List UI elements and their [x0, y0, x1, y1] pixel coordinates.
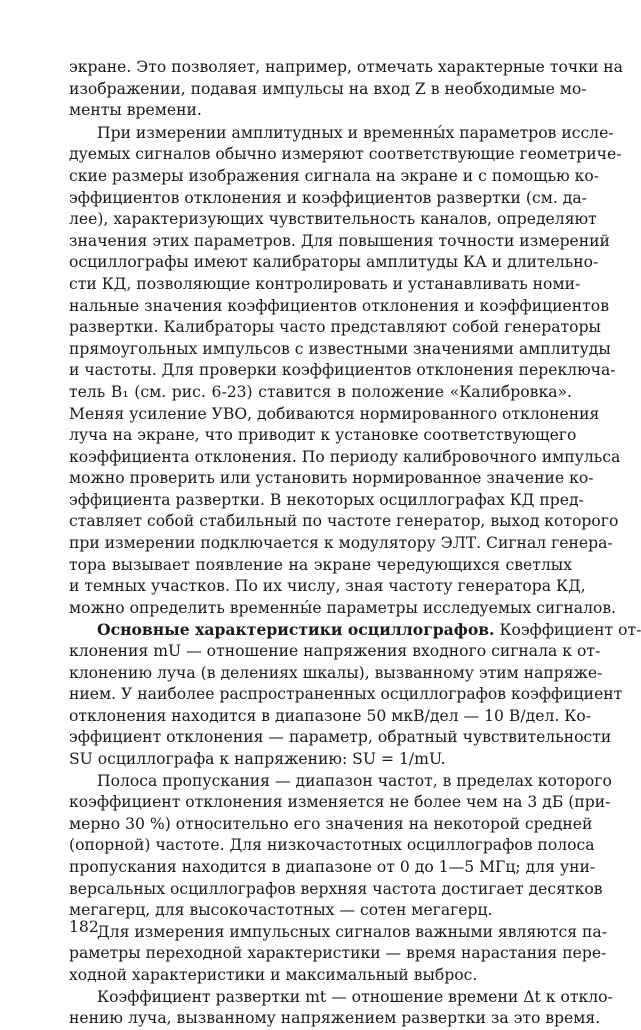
- text-line: и частоты. Для проверки коэффициентов отклонения переключа-: [69, 360, 572, 382]
- text-line: сти КД, позволяющие контролировать и устанавливать номи-: [69, 274, 572, 296]
- text-line: можно определить временны́е параметры исследуемых сигналов.: [69, 598, 572, 620]
- text-line: изображении, подавая импульсы на вход Z в необходимые мо-: [69, 79, 572, 101]
- text-line: [69, 619, 572, 641]
- text-line: клонению луча (в делениях шкалы), вызванному этим напряже-: [69, 663, 572, 685]
- text-line: раметры переходной характеристики — время нарастания пере-: [69, 943, 572, 965]
- section-heading: Основные характеристики осциллографов.: [97, 620, 495, 639]
- text-line: При измерении амплитудных и временны́х параметров иссле-: [69, 123, 572, 145]
- text-line: можно проверить или установить нормированное значение ко-: [69, 468, 572, 490]
- heading-continuation: Коэффициент от-: [495, 621, 641, 639]
- text-line: мегагерц, для высокочастотных — сотен мегагерц.: [69, 900, 572, 922]
- text-line: прямоугольных импульсов с известными значениями амплитуды: [69, 339, 572, 361]
- text-line: (опорной) частоте. Для низкочастотных осциллографов полоса: [69, 835, 572, 857]
- text-line: ские размеры изображения сигнала на экране и с помощью ко-: [69, 166, 572, 188]
- text-line: ставляет собой стабильный по частоте генератор, выход которого: [69, 511, 572, 533]
- text-line: луча на экране, что приводит к установке соответствующего: [69, 425, 572, 447]
- text-line: коэффициент отклонения изменяется не более чем на 3 дБ (при-: [69, 792, 572, 814]
- paragraph-2: [69, 123, 572, 620]
- text-line: осциллографы имеют калибраторы амплитуды КА и длительно-: [69, 252, 572, 274]
- text-line: лее), характеризующих чувствительность каналов, определяют: [69, 209, 572, 231]
- paragraph-3: [69, 619, 572, 770]
- text-line: Полоса пропускания — диапазон частот, в пределах которого: [69, 771, 572, 793]
- text-line: ходной характеристики и максимальный выброс.: [69, 965, 572, 987]
- text-line: нальные значения коэффициентов отклонения и коэффициентов: [69, 296, 572, 318]
- text-line: версальных осциллографов верхняя частота достигает десятков: [69, 879, 572, 901]
- page-number: 182: [69, 918, 99, 936]
- paragraph-5: [69, 922, 572, 987]
- text-line: клонения mU — отношение напряжения входного сигнала к от-: [69, 641, 572, 663]
- text-line: мерно 30 %) относительно его значения на некоторой средней: [69, 814, 572, 836]
- text-line: Меняя усиление УВО, добиваются нормированного отклонения: [69, 404, 572, 426]
- text-line: SU осциллографа к напряжению: SU = 1/mU.: [69, 749, 572, 771]
- paragraph-6: [69, 987, 572, 1030]
- paragraph-4: [69, 771, 572, 922]
- text-line: значения этих параметров. Для повышения точности измерений: [69, 231, 572, 253]
- text-line: коэффициента отклонения. По периоду калибровочного импульса: [69, 447, 572, 469]
- text-line: эффициента развертки. В некоторых осциллографах КД пред-: [69, 490, 572, 512]
- text-line: эффициент отклонения — параметр, обратный чувствительности: [69, 727, 572, 749]
- text-line: тель B₁ (см. рис. 6-23) ставится в положение «Калибровка».: [69, 382, 572, 404]
- text-line: развертки. Калибраторы часто представляют собой генераторы: [69, 317, 572, 339]
- text-line: Для измерения импульсных сигналов важными являются па-: [69, 922, 572, 944]
- text-line: Коэффициент развертки mt — отношение времени Δt к откло-: [69, 987, 572, 1009]
- text-line: нению луча, вызванному напряжением развертки за это время.: [69, 1008, 572, 1030]
- text-line: нием. У наиболее распространенных осциллографов коэффициент: [69, 684, 572, 706]
- text-line: и темных участков. По их числу, зная частоту генератора КД,: [69, 576, 572, 598]
- text-line: отклонения находится в диапазоне 50 мкВ/дел — 10 В/дел. Ко-: [69, 706, 572, 728]
- text-line: при измерении подключается к модулятору ЭЛТ. Сигнал генера-: [69, 533, 572, 555]
- text-line: эффициентов отклонения и коэффициентов развертки (см. да-: [69, 188, 572, 210]
- text-line: тора вызывает появление на экране чередующихся светлых: [69, 555, 572, 577]
- text-line: пропускания находится в диапазоне от 0 до 1—5 МГц; для уни-: [69, 857, 572, 879]
- text-line: экране. Это позволяет, например, отмечать характерные точки на: [69, 57, 572, 79]
- body-text: [69, 57, 572, 1030]
- paragraph-1: [69, 57, 572, 122]
- text-line: менты времени.: [69, 100, 572, 122]
- text-line: дуемых сигналов обычно измеряют соответствующие геометриче-: [69, 144, 572, 166]
